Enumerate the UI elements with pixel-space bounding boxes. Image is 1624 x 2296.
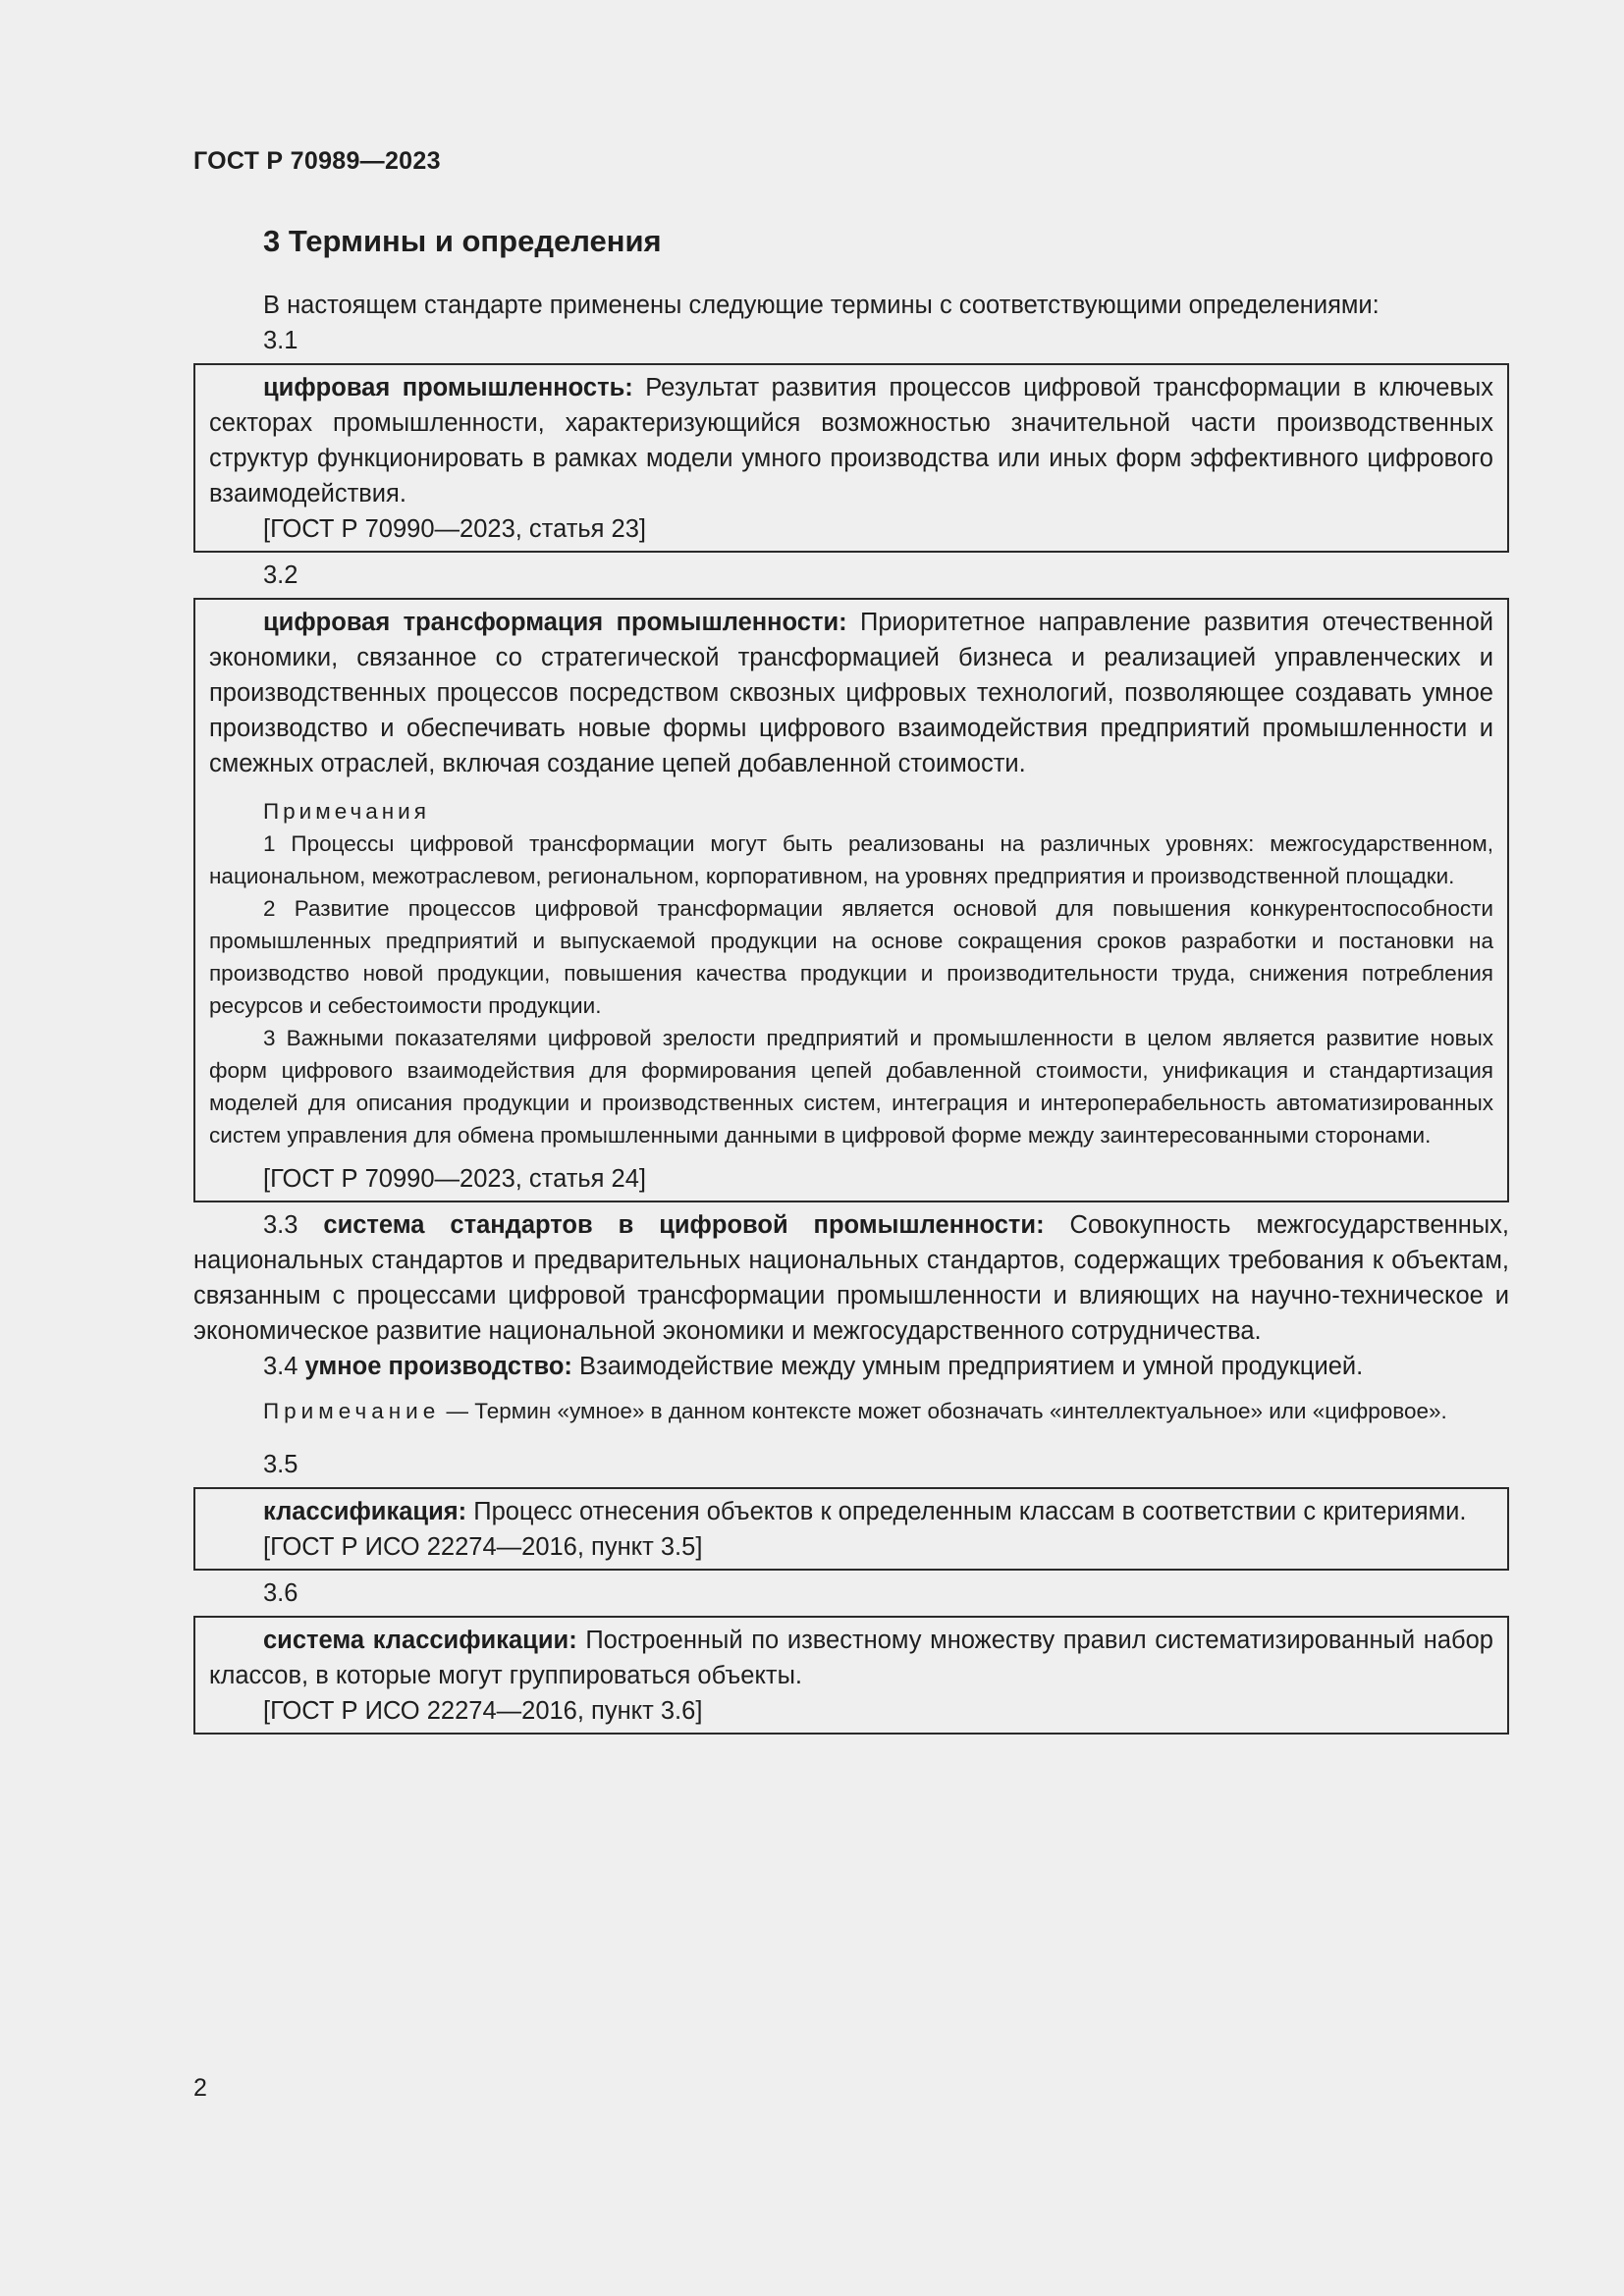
term-name: система стандартов в цифровой промышленности: [323, 1211, 1045, 1239]
term-note [193, 1396, 1509, 1427]
section-content [193, 288, 1509, 1739]
term-text: Совокупность межгосударственных, национальных стандартов и предварительных национальных стандартов, содержащих требования к объектам, связанным с процессами цифровой трансформации промышленности и влияющих на научно-техническое и экономическое развитие национальной экономики и межгосударственного сотрудничества. [193, 1211, 1509, 1345]
note-item: 1 Процессы цифровой трансформации могут быть реализованы на различных уровнях: межгосударственном, национальном, межотраслевом, региональном, корпоративном, на уровнях предприятия и производственной площадки. [209, 831, 1493, 888]
term-definition [209, 1623, 1493, 1693]
term-name: цифровая трансформация промышленности: [263, 609, 847, 636]
term-definition [209, 1494, 1493, 1529]
intro-paragraph: В настоящем стандарте применены следующие термины с соответствующими определениями: [263, 292, 1380, 319]
term-box-3-1 [193, 363, 1509, 553]
document-header-code: ГОСТ Р 70989—2023 [193, 147, 441, 175]
note-text: — Термин «умное» в данном контексте может обозначать «интеллектуальное» или «цифровое». [440, 1399, 1447, 1423]
term-number: 3.6 [263, 1579, 298, 1607]
term-text: Взаимодействие между умным предприятием и умной продукцией. [571, 1353, 1364, 1380]
term-name: система классификации: [263, 1627, 577, 1654]
term-name: цифровая промышленность: [263, 374, 633, 401]
term-text: Процесс отнесения объектов к определенным классам в соответствии с критериями. [466, 1498, 1467, 1525]
term-source: [ГОСТ Р 70990—2023, статья 24] [263, 1165, 646, 1193]
term-box-3-5 [193, 1487, 1509, 1571]
term-name: классификация: [263, 1498, 467, 1525]
term-text: Результат развития процессов цифровой трансформации в ключевых секторах промышленности, характеризующийся возможностью значительной части производственных структур функционировать в рамках модели умного производства или иных форм эффективного цифрового взаимодействия. [209, 374, 1493, 507]
term-3-4 [193, 1349, 1509, 1384]
term-definition [209, 370, 1493, 511]
term-box-3-6 [193, 1616, 1509, 1735]
term-name: умное производство: [304, 1353, 572, 1380]
term-number: 3.5 [263, 1451, 298, 1478]
term-box-3-2 [193, 598, 1509, 1202]
term-source: [ГОСТ Р ИСО 22274—2016, пункт 3.6] [263, 1697, 703, 1725]
term-number: 3.2 [263, 561, 298, 589]
note-item: 2 Развитие процессов цифровой трансформации является основой для повышения конкурентоспособности промышленных предприятий и выпускаемой продукции на основе сокращения сроков разработки и постановки на производство новой продукции, повышения качества продукции и производительности труда, снижения потребления ресурсов и себестоимости продукции. [209, 896, 1493, 1018]
term-text: Построенный по известному множеству правил систематизированный набор классов, в которые могут группироваться объекты. [209, 1627, 1493, 1689]
term-source: [ГОСТ Р 70990—2023, статья 23] [263, 515, 646, 543]
term-number: 3.4 [263, 1353, 298, 1380]
term-3-3 [193, 1207, 1509, 1349]
page-number: 2 [193, 2074, 207, 2102]
notes-title: Примечания [263, 799, 430, 824]
term-definition [209, 605, 1493, 781]
term-number: 3.1 [263, 327, 298, 354]
section-title: 3 Термины и определения [263, 224, 662, 258]
note-item: 3 Важными показателями цифровой зрелости предприятий и промышленности в целом является развитие новых форм цифрового взаимодействия для формирования цепей добавленной стоимости, унификация и стандартизация моделей для описания продукции и производственных систем, интеграция и интероперабельность автоматизированных систем управления для обмена промышленными данными в цифровой форме между заинтересованными сторонами. [209, 1026, 1493, 1148]
term-source: [ГОСТ Р ИСО 22274—2016, пункт 3.5] [263, 1533, 703, 1561]
term-number: 3.3 [263, 1211, 298, 1239]
term-text: Приоритетное направление развития отечественной экономики, связанное со стратегической трансформацией бизнеса и реализацией управленческих и производственных процессов посредством сквозных цифровых технологий, позволяющее создавать умное производство и обеспечивать новые формы цифрового взаимодействия предприятий промышленности и смежных отраслей, включая создание цепей добавленной стоимости. [209, 609, 1494, 777]
note-label: Примечание [263, 1399, 441, 1423]
